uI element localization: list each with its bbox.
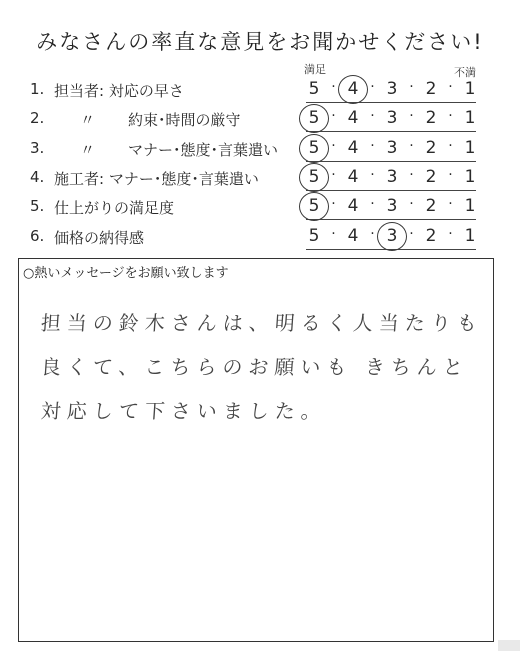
rating-option[interactable]: 4 bbox=[347, 226, 359, 246]
underline bbox=[306, 219, 476, 220]
selected-rating-circle bbox=[299, 192, 329, 221]
rating-option[interactable]: 2 bbox=[425, 226, 437, 246]
handwritten-line-3: 対応して下さいました。 bbox=[40, 399, 328, 423]
scale-high-label: 満足 bbox=[304, 63, 326, 76]
rating-option[interactable]: 4 bbox=[347, 196, 359, 216]
separator-dot: · bbox=[448, 138, 453, 154]
rating-option[interactable]: 1 bbox=[464, 196, 476, 216]
question-number: 3. bbox=[30, 139, 45, 157]
question-row bbox=[0, 192, 520, 220]
rating-option[interactable]: 1 bbox=[464, 138, 476, 158]
question-label: 価格の納得感 bbox=[54, 229, 145, 247]
rating-option[interactable]: 5 bbox=[308, 138, 320, 158]
separator-dot: · bbox=[409, 167, 414, 183]
separator-dot: · bbox=[448, 196, 453, 212]
separator-dot: · bbox=[331, 196, 336, 212]
separator-dot: · bbox=[409, 108, 414, 124]
rating-option[interactable]: 4 bbox=[347, 108, 359, 128]
rating-scale bbox=[307, 79, 477, 99]
scale-low-label: 不満 bbox=[454, 66, 476, 79]
handwritten-line-2: 良くて、こちらのお願いも きちんと bbox=[40, 355, 470, 379]
question-row bbox=[0, 163, 520, 191]
rating-option[interactable]: 3 bbox=[386, 79, 398, 99]
rating-option[interactable]: 3 bbox=[386, 167, 398, 187]
separator-dot: · bbox=[409, 196, 414, 212]
rating-option[interactable]: 5 bbox=[308, 226, 320, 246]
rating-option[interactable]: 2 bbox=[425, 108, 437, 128]
rating-option[interactable]: 1 bbox=[464, 108, 476, 128]
separator-dot: · bbox=[448, 108, 453, 124]
rating-option[interactable]: 2 bbox=[425, 138, 437, 158]
rating-option[interactable]: 2 bbox=[425, 79, 437, 99]
rating-option[interactable]: 3 bbox=[386, 226, 398, 246]
ditto-mark: 〃 bbox=[80, 111, 96, 129]
separator-dot: · bbox=[448, 79, 453, 95]
underline bbox=[306, 102, 476, 103]
question-row bbox=[0, 222, 520, 250]
rating-option[interactable]: 4 bbox=[347, 138, 359, 158]
question-number: 5. bbox=[30, 197, 45, 215]
question-row bbox=[0, 104, 520, 132]
separator-dot: · bbox=[331, 108, 336, 124]
separator-dot: · bbox=[331, 138, 336, 154]
ditto-mark: 〃 bbox=[80, 141, 96, 159]
rating-option[interactable]: 5 bbox=[308, 108, 320, 128]
rating-option[interactable]: 1 bbox=[464, 79, 476, 99]
rating-option[interactable]: 5 bbox=[308, 167, 320, 187]
question-row bbox=[0, 134, 520, 162]
rating-option[interactable]: 3 bbox=[386, 138, 398, 158]
separator-dot: · bbox=[409, 226, 414, 242]
separator-dot: · bbox=[370, 79, 375, 95]
underline bbox=[306, 190, 476, 191]
separator-dot: · bbox=[448, 226, 453, 242]
separator-dot: · bbox=[370, 167, 375, 183]
rating-option[interactable]: 4 bbox=[347, 79, 359, 99]
separator-dot: · bbox=[331, 167, 336, 183]
separator-dot: · bbox=[409, 79, 414, 95]
separator-dot: · bbox=[370, 196, 375, 212]
question-label: 仕上がりの満足度 bbox=[54, 199, 175, 217]
survey-title: みなさんの率直な意見をお聞かせください! bbox=[36, 30, 484, 54]
message-box bbox=[18, 258, 494, 642]
selected-rating-circle bbox=[299, 134, 329, 163]
rating-option[interactable]: 3 bbox=[386, 108, 398, 128]
rating-scale bbox=[307, 196, 477, 216]
separator-dot: · bbox=[331, 226, 336, 242]
rating-scale bbox=[307, 138, 477, 158]
rating-option[interactable]: 1 bbox=[464, 167, 476, 187]
question-number: 4. bbox=[30, 168, 45, 186]
separator-dot: · bbox=[331, 79, 336, 95]
question-label: 約束･時間の厳守 bbox=[128, 111, 241, 129]
underline bbox=[306, 161, 476, 162]
separator-dot: · bbox=[370, 138, 375, 154]
separator-dot: · bbox=[370, 226, 375, 242]
rating-option[interactable]: 4 bbox=[347, 167, 359, 187]
question-number: 1. bbox=[30, 80, 45, 98]
question-row bbox=[0, 75, 520, 103]
selected-rating-circle bbox=[299, 104, 329, 133]
rating-option[interactable]: 1 bbox=[464, 226, 476, 246]
rating-option[interactable]: 3 bbox=[386, 196, 398, 216]
rating-option[interactable]: 2 bbox=[425, 196, 437, 216]
selected-rating-circle bbox=[377, 222, 407, 251]
underline bbox=[306, 131, 476, 132]
rating-scale bbox=[307, 167, 477, 187]
question-label: 担当者: 対応の早さ bbox=[54, 82, 184, 100]
handwritten-line-1: 担当の鈴木さんは、明るく人当たりも bbox=[40, 311, 484, 335]
question-label: 施工者: マナー･態度･言葉遣い bbox=[54, 170, 259, 188]
message-heading: ○熱いメッセージをお願い致します bbox=[23, 266, 229, 281]
separator-dot: · bbox=[448, 167, 453, 183]
rating-option[interactable]: 2 bbox=[425, 167, 437, 187]
separator-dot: · bbox=[370, 108, 375, 124]
page-corner bbox=[498, 640, 520, 651]
question-label: マナー･態度･言葉遣い bbox=[128, 141, 279, 159]
separator-dot: · bbox=[409, 138, 414, 154]
rating-option[interactable]: 5 bbox=[308, 79, 320, 99]
rating-scale bbox=[307, 108, 477, 128]
question-number: 6. bbox=[30, 227, 45, 245]
rating-option[interactable]: 5 bbox=[308, 196, 320, 216]
question-number: 2. bbox=[30, 109, 45, 127]
selected-rating-circle bbox=[299, 163, 329, 192]
selected-rating-circle bbox=[338, 75, 368, 104]
